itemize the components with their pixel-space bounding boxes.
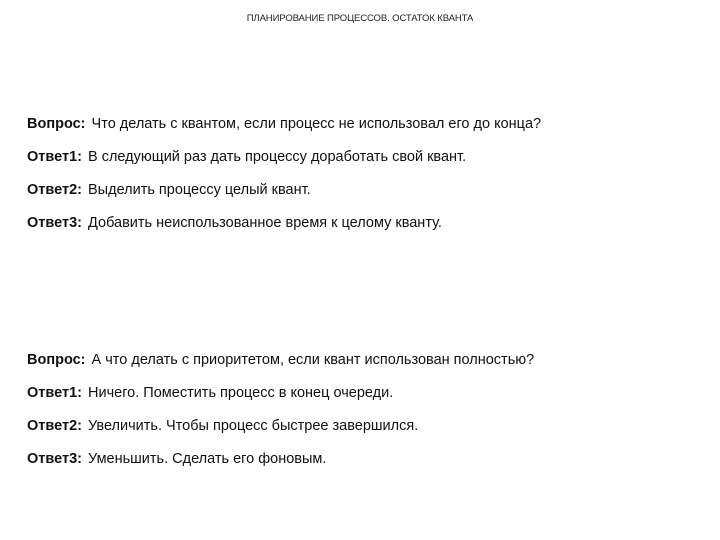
- answer-line: [27, 213, 707, 246]
- qa-block-quantum: [27, 114, 707, 246]
- answer-text: Уменьшить. Сделать его фоновым.: [88, 451, 327, 467]
- qa-block-priority: [27, 350, 707, 482]
- answer-label: Ответ1:: [27, 385, 82, 401]
- answer-text: Ничего. Поместить процесс в конец очереди.: [88, 385, 394, 401]
- answer-label: Ответ1:: [27, 149, 82, 165]
- answer-text: Выделить процессу целый квант.: [88, 182, 311, 198]
- answer-label: Ответ2:: [27, 182, 82, 198]
- answer-label: Ответ3:: [27, 215, 82, 231]
- answer-line: [27, 147, 707, 180]
- page-title: ПЛАНИРОВАНИЕ ПРОЦЕССОВ. ОСТАТОК КВАНТА: [246, 13, 474, 24]
- question-label: Вопрос:: [27, 352, 86, 368]
- answer-text: Увеличить. Чтобы процесс быстрее завершился.: [88, 418, 419, 434]
- answer-label: Ответ3:: [27, 451, 82, 467]
- question-line: [27, 350, 707, 383]
- answer-line: [27, 383, 707, 416]
- answer-text: В следующий раз дать процессу доработать свой квант.: [88, 149, 467, 165]
- answer-text: Добавить неиспользованное время к целому кванту.: [88, 215, 442, 231]
- question-line: [27, 114, 707, 147]
- question-label: Вопрос:: [27, 116, 86, 132]
- answer-line: [27, 449, 707, 482]
- question-text: А что делать с приоритетом, если квант использован полностью?: [91, 352, 535, 368]
- question-text: Что делать с квантом, если процесс не использовал его до конца?: [91, 116, 542, 132]
- answer-line: [27, 416, 707, 449]
- answer-label: Ответ2:: [27, 418, 82, 434]
- answer-line: [27, 180, 707, 213]
